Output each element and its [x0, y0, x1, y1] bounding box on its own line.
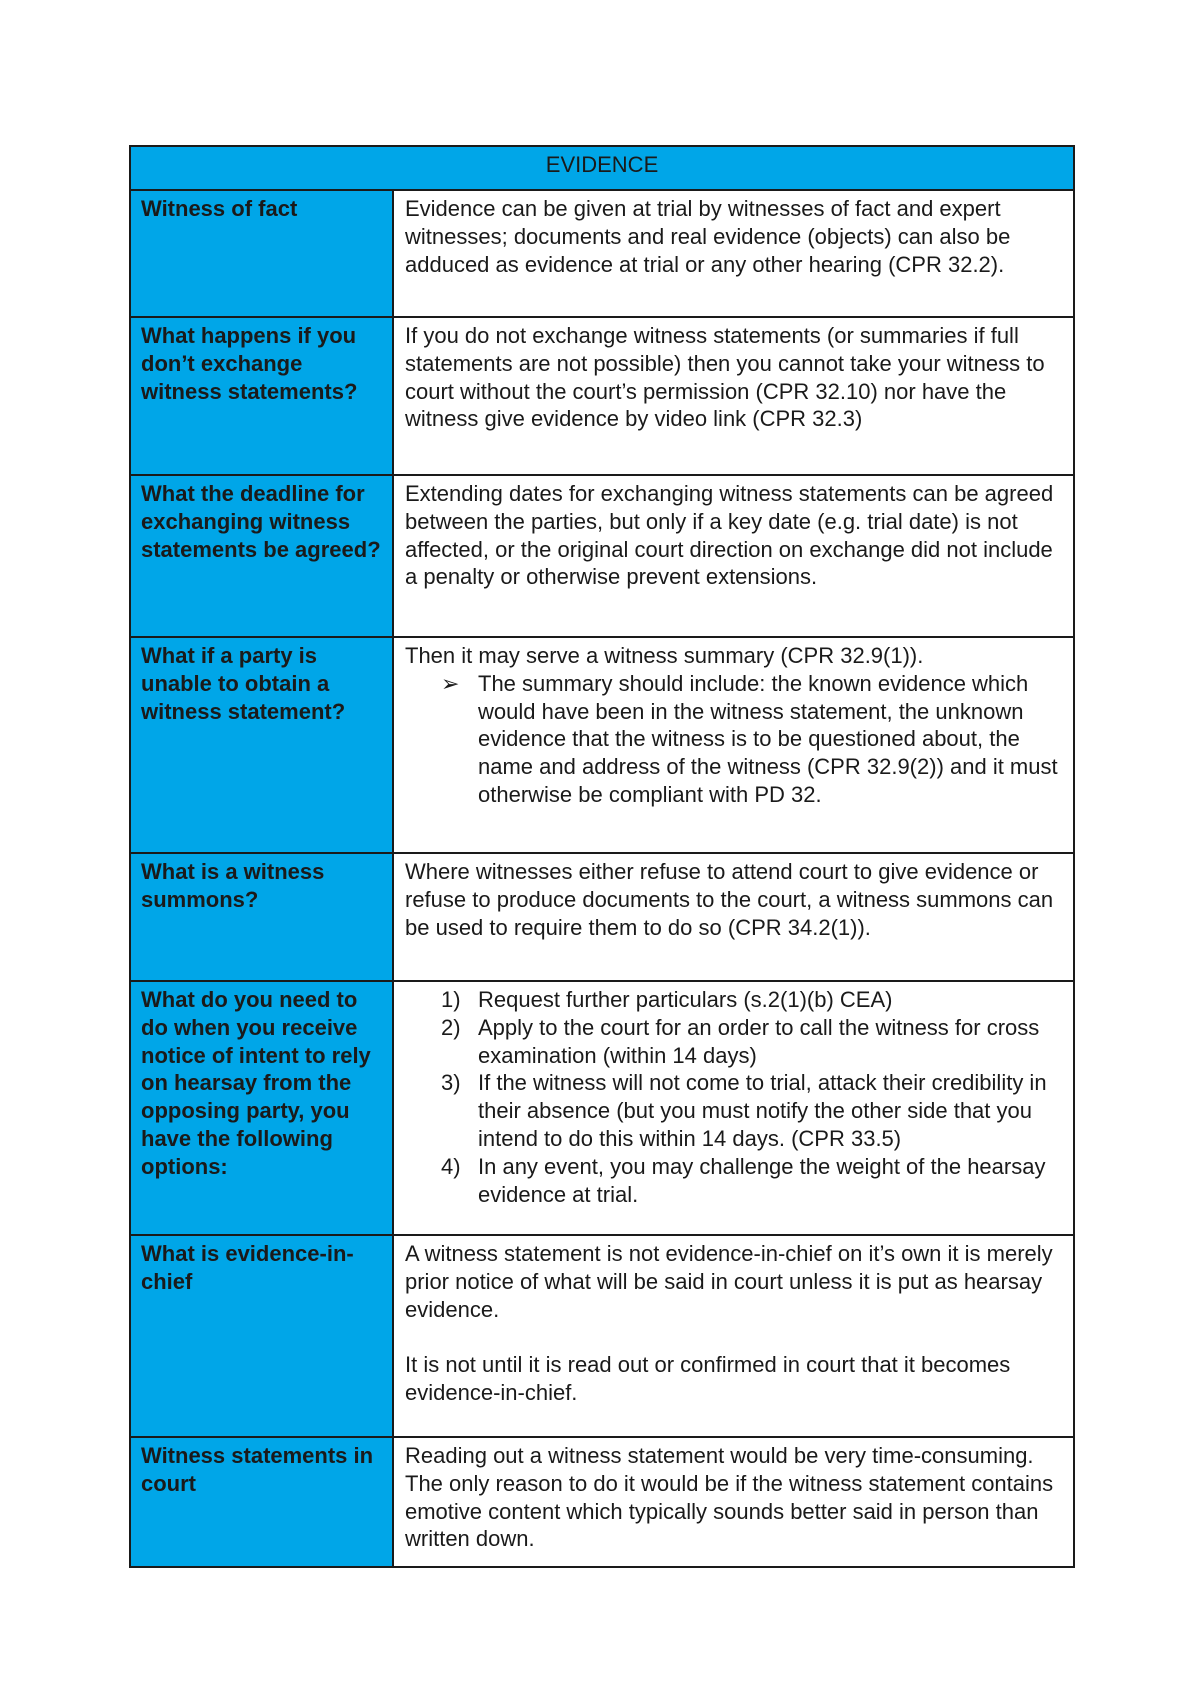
- row-content: [393, 981, 1074, 1235]
- row-content: [393, 637, 1074, 853]
- row-content: [393, 853, 1074, 981]
- list-text: In any event, you may challenge the weight of the hearsay evidence at trial.: [478, 1153, 1046, 1207]
- list-number: 4): [441, 1153, 461, 1179]
- table-header-row: [130, 146, 1074, 190]
- numbered-list: [405, 986, 1062, 1208]
- table-row: [130, 981, 1074, 1235]
- table-row: [130, 475, 1074, 637]
- table-row: [130, 853, 1074, 981]
- list-text: Request further particulars (s.2(1)(b) CEA): [478, 987, 893, 1012]
- row-paragraph: Reading out a witness statement would be very time-consuming. The only reason to do it would be if the witness statement contains emotive content which typically sounds better said in person than written down.: [405, 1443, 1054, 1552]
- table-row: [130, 190, 1074, 317]
- list-number: 3): [441, 1070, 461, 1096]
- list-item: [441, 1014, 1062, 1070]
- row-content: [393, 317, 1074, 475]
- row-label: What the deadline for exchanging witness statements be agreed?: [130, 475, 393, 637]
- row-label: Witness statements in court: [130, 1437, 393, 1567]
- row-content: [393, 190, 1074, 317]
- table-title: EVIDENCE: [130, 146, 1074, 190]
- table-row: [130, 637, 1074, 853]
- row-paragraph: Extending dates for exchanging witness statements can be agreed between the parties, but only if a key date (e.g. trial date) is not affected, or the original court direction on exchange did not include a penalty or otherwise prevent extensions.: [405, 481, 1054, 590]
- list-item: [441, 1153, 1062, 1209]
- row-label: What is a witness summons?: [130, 853, 393, 981]
- arrow-bullet-icon: ➢: [441, 670, 460, 696]
- bullet-list: [405, 670, 1062, 809]
- row-paragraph: A witness statement is not evidence-in-chief on it’s own it is merely prior notice of what will be said in court unless it is put as hearsay evidence.: [405, 1241, 1053, 1322]
- list-item: [441, 986, 1062, 1014]
- row-label: What is evidence-in-chief: [130, 1235, 393, 1437]
- row-label: Witness of fact: [130, 190, 393, 317]
- row-paragraph: Then it may serve a witness summary (CPR 32.9(1)).: [405, 643, 924, 668]
- row-label: What if a party is unable to obtain a witness statement?: [130, 637, 393, 853]
- row-label: What do you need to do when you receive notice of intent to rely on hearsay from the opposing party, you have the following options:: [130, 981, 393, 1235]
- list-text: Apply to the court for an order to call the witness for cross examination (within 14 days): [478, 1014, 1040, 1068]
- row-paragraph: Where witnesses either refuse to attend court to give evidence or refuse to produce documents to the court, a witness summons can be used to require them to do so (CPR 34.2(1)).: [405, 859, 1054, 940]
- row-paragraph: It is not until it is read out or confirmed in court that it becomes evidence-in-chief.: [405, 1352, 1011, 1405]
- list-item: [441, 670, 1062, 809]
- list-number: 2): [441, 1014, 461, 1040]
- table-row: [130, 1437, 1074, 1567]
- evidence-table: [129, 145, 1075, 1568]
- row-content: [393, 1437, 1074, 1567]
- row-paragraph: If you do not exchange witness statements (or summaries if full statements are not possible) then you cannot take your witness to court without the court’s permission (CPR 32.10) nor have the witness give evidence by video link (CPR 32.3): [405, 323, 1045, 432]
- bullet-text: The summary should include: the known evidence which would have been in the witness statement, the unknown evidence that the witness is to be questioned about, the name and address of the witness (CPR 32.9(2)) and it must otherwise be compliant with PD 32.: [478, 670, 1058, 807]
- list-number: 1): [441, 987, 461, 1012]
- table-row: [130, 317, 1074, 475]
- list-item: [441, 1069, 1062, 1152]
- row-content: [393, 475, 1074, 637]
- row-content: [393, 1235, 1074, 1437]
- table-row: [130, 1235, 1074, 1437]
- list-text: If the witness will not come to trial, attack their credibility in their absence (but you must notify the other side that you intend to do this within 14 days. (CPR 33.5): [478, 1070, 1047, 1151]
- row-paragraph: Evidence can be given at trial by witnesses of fact and expert witnesses; documents and real evidence (objects) can also be adduced as evidence at trial or any other hearing (CPR 32.2).: [405, 196, 1011, 277]
- row-label: What happens if you don’t exchange witness statements?: [130, 317, 393, 475]
